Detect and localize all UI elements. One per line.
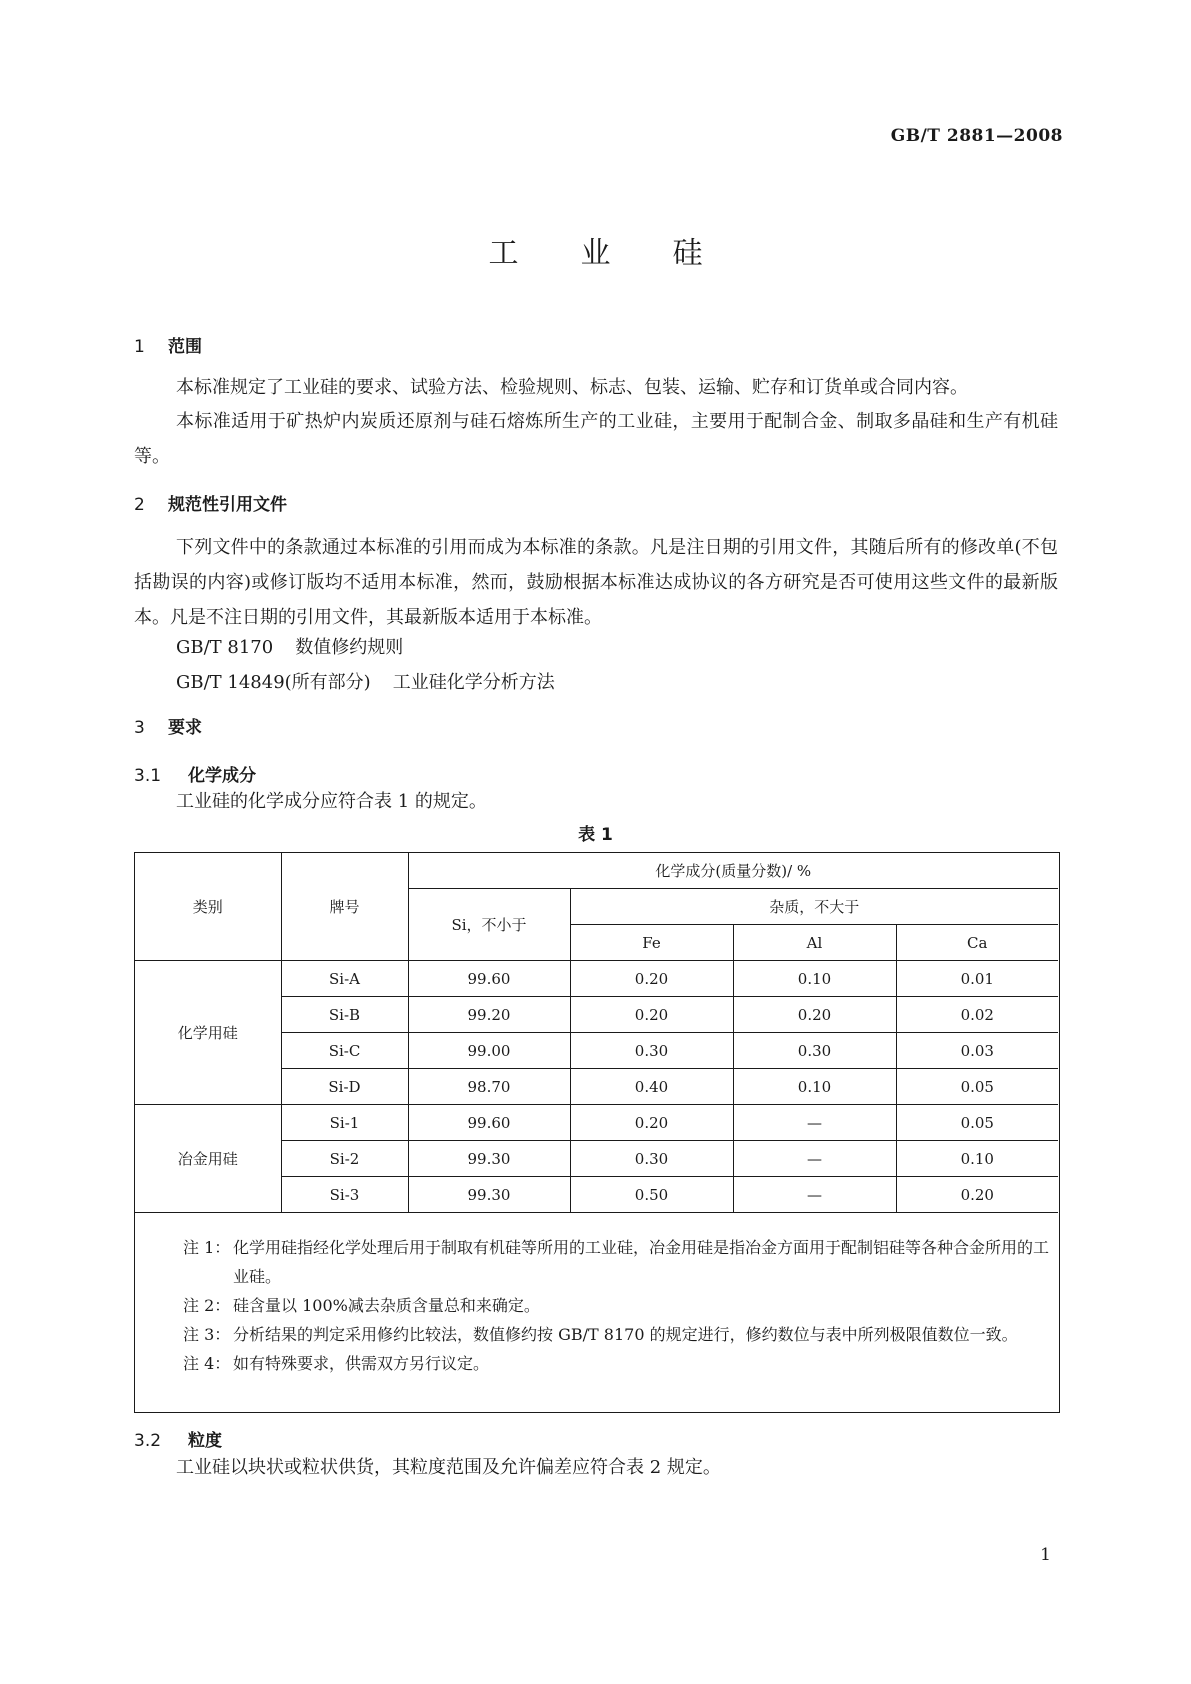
si-cell: 98.70 (408, 1069, 570, 1105)
table-1-caption: 表 1 (578, 825, 613, 845)
section-2-heading (134, 490, 287, 515)
table-note (183, 1320, 1049, 1349)
al-cell: 0.20 (733, 997, 896, 1033)
table-row (135, 1105, 1058, 1141)
reference-title: 数值修约规则 (295, 637, 404, 658)
table-row (135, 961, 1058, 997)
table-notes (183, 1233, 1049, 1378)
ca-cell: 0.05 (896, 1105, 1058, 1141)
header-si: Si，不小于 (408, 889, 570, 961)
si-cell: 99.00 (408, 1033, 570, 1069)
ca-cell: 0.02 (896, 997, 1058, 1033)
header-category: 类别 (135, 853, 281, 961)
table-note (183, 1233, 1049, 1291)
al-cell: 0.10 (733, 961, 896, 997)
section-number: 1 (134, 337, 145, 357)
section-title: 规范性引用文件 (168, 495, 287, 515)
al-cell: — (733, 1105, 896, 1141)
table-note (183, 1349, 1049, 1378)
si-cell: 99.60 (408, 1105, 570, 1141)
grade-cell: Si-C (281, 1033, 408, 1069)
ca-cell: 0.03 (896, 1033, 1058, 1069)
al-cell: — (733, 1141, 896, 1177)
header-fe: Fe (570, 925, 733, 961)
note-label: 注 4： (183, 1354, 231, 1373)
category-cell: 化学用硅 (135, 961, 281, 1105)
grade-cell: Si-1 (281, 1105, 408, 1141)
note-text: 分析结果的判定采用修约比较法，数值修约按 GB/T 8170 的规定进行，修约数位与表中所列极限值数位一致。 (233, 1325, 1018, 1344)
fe-cell: 0.50 (570, 1177, 733, 1213)
reference-title: 工业硅化学分析方法 (392, 672, 555, 693)
subsection-number: 3.1 (134, 766, 162, 786)
chemical-composition-text: 工业硅的化学成分应符合表 1 的规定。 (176, 791, 487, 812)
note-text: 化学用硅指经化学处理后用于制取有机硅等所用的工业硅，冶金用硅是指冶金方面用于配制铝硅等各种合金所用的工业硅。 (233, 1238, 1050, 1286)
header-ca: Ca (896, 925, 1058, 961)
fe-cell: 0.30 (570, 1033, 733, 1069)
note-label: 注 2： (183, 1296, 231, 1315)
fe-cell: 0.20 (570, 961, 733, 997)
note-label: 注 3： (183, 1325, 231, 1344)
grade-cell: Si-3 (281, 1177, 408, 1213)
fe-cell: 0.20 (570, 1105, 733, 1141)
note-text: 如有特殊要求，供需双方另行议定。 (233, 1354, 490, 1373)
al-cell: 0.30 (733, 1033, 896, 1069)
section-title: 要求 (168, 718, 202, 738)
subsection-title: 化学成分 (188, 766, 256, 786)
reference-item (176, 633, 403, 659)
si-cell: 99.30 (408, 1177, 570, 1213)
fe-cell: 0.30 (570, 1141, 733, 1177)
header-impurity: 杂质，不大于 (570, 889, 1058, 925)
header-composition: 化学成分(质量分数)/ % (408, 853, 1058, 889)
grade-cell: Si-B (281, 997, 408, 1033)
category-cell: 冶金用硅 (135, 1105, 281, 1213)
subsection-number: 3.2 (134, 1431, 162, 1451)
particle-size-text: 工业硅以块状或粒状供货，其粒度范围及允许偏差应符合表 2 规定。 (176, 1457, 721, 1478)
chemical-composition-table (135, 853, 1058, 1213)
si-cell: 99.30 (408, 1141, 570, 1177)
ca-cell: 0.20 (896, 1177, 1058, 1213)
header-grade: 牌号 (281, 853, 408, 961)
reference-code: GB/T 14849(所有部分) (176, 672, 371, 693)
section-number: 2 (134, 495, 145, 515)
section-1-heading (134, 332, 202, 357)
note-label: 注 1： (183, 1238, 231, 1257)
subsection-3-1-heading (134, 761, 256, 786)
grade-cell: Si-A (281, 961, 408, 997)
note-text: 硅含量以 100%减去杂质含量总和来确定。 (233, 1296, 540, 1315)
page-number: 1 (1040, 1545, 1051, 1565)
section-3-heading (134, 713, 202, 738)
grade-cell: Si-D (281, 1069, 408, 1105)
ca-cell: 0.01 (896, 961, 1058, 997)
section-number: 3 (134, 718, 145, 738)
ca-cell: 0.10 (896, 1141, 1058, 1177)
section-title: 范围 (168, 337, 202, 357)
grade-cell: Si-2 (281, 1141, 408, 1177)
subsection-title: 粒度 (188, 1431, 222, 1451)
si-cell: 99.60 (408, 961, 570, 997)
scope-paragraph-2: 本标准适用于矿热炉内炭质还原剂与硅石熔炼所生产的工业硅，主要用于配制合金、制取多晶硅和生产有机硅等。 (134, 411, 1058, 467)
si-cell: 99.20 (408, 997, 570, 1033)
al-cell: 0.10 (733, 1069, 896, 1105)
header-al: Al (733, 925, 896, 961)
scope-paragraph-1: 本标准规定了工业硅的要求、试验方法、检验规则、标志、包装、运输、贮存和订货单或合同内容。 (176, 377, 968, 398)
ca-cell: 0.05 (896, 1069, 1058, 1105)
fe-cell: 0.40 (570, 1069, 733, 1105)
standard-code: GB/T 2881—2008 (890, 126, 1063, 146)
reference-code: GB/T 8170 (176, 637, 274, 658)
table-1-frame (134, 852, 1060, 1413)
fe-cell: 0.20 (570, 997, 733, 1033)
al-cell: — (733, 1177, 896, 1213)
document-title: 工业硅 (488, 236, 765, 271)
normative-paragraph: 下列文件中的条款通过本标准的引用而成为本标准的条款。凡是注日期的引用文件，其随后所有的修改单(不包括勘误的内容)或修订版均不适用本标准，然而，鼓励根据本标准达成协议的各方研究是否可使用这些文件的最新版本。凡是不注日期的引用文件，其最新版本适用于本标准。 (134, 537, 1058, 628)
reference-item (176, 668, 555, 694)
subsection-3-2-heading (134, 1426, 222, 1451)
table-note (183, 1291, 1049, 1320)
